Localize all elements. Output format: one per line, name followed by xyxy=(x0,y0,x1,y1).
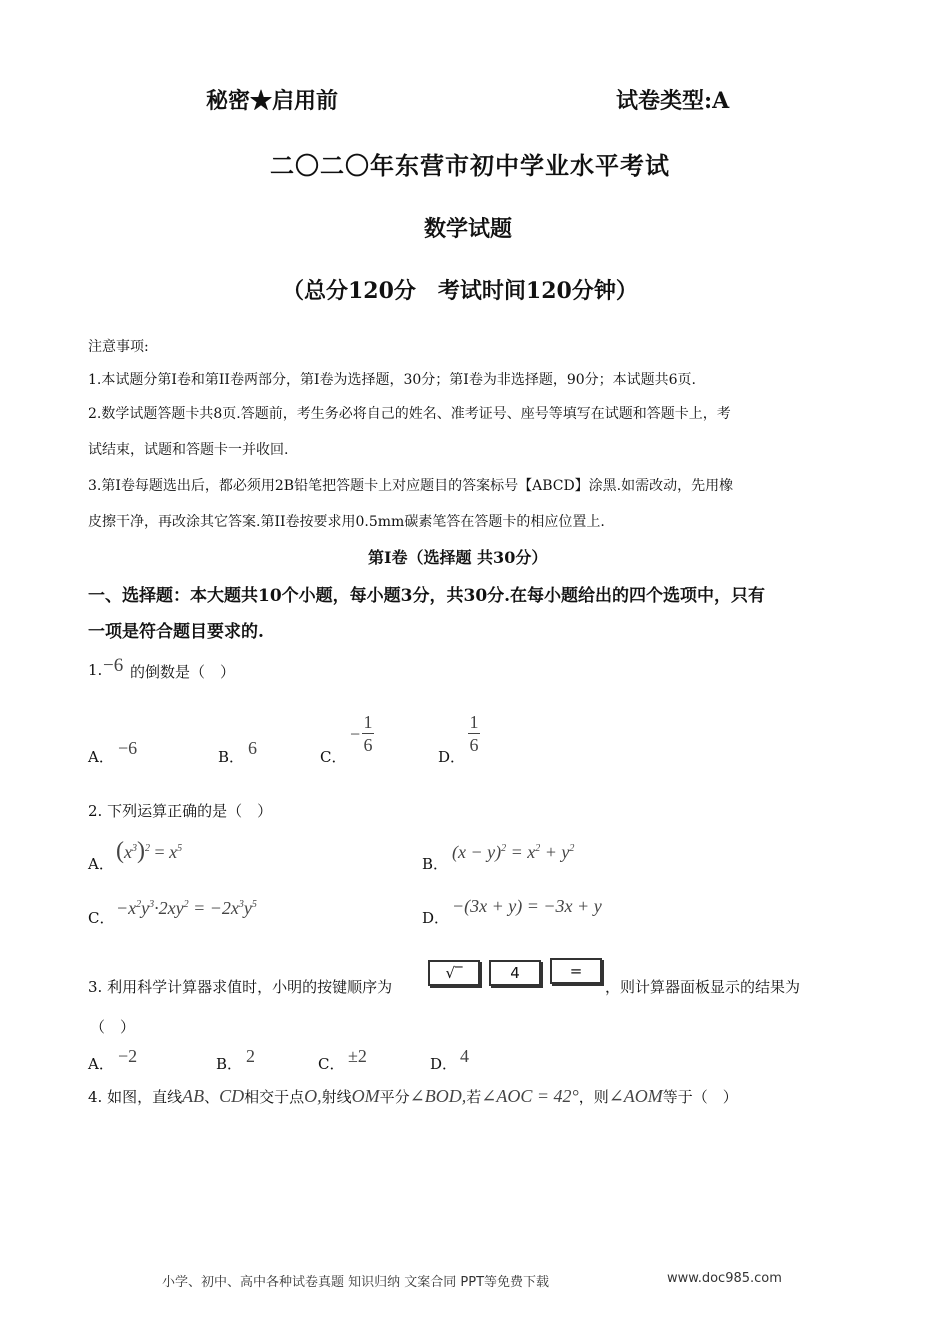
fraction-bar xyxy=(468,733,480,734)
q3-option-c-value: ±2 xyxy=(348,1046,367,1066)
q1-option-b-label: B． xyxy=(218,748,245,766)
q1-number: 1. xyxy=(88,661,103,679)
exponent: 2 xyxy=(569,843,575,854)
rhs: x xyxy=(169,842,178,862)
section-1-instruction-line2: 一项是符合题目要求的. xyxy=(88,622,264,642)
exponent: 3 xyxy=(132,843,137,854)
footer-text: 小学、初中、高中各种试卷真题 知识归纳 文案合同 PPT等免费下载 xyxy=(162,1275,550,1290)
q4-text: 射线 xyxy=(321,1088,352,1106)
q1-option-c-fraction xyxy=(362,712,374,755)
q1-option-a-label: A． xyxy=(88,748,114,766)
q2-option-c-expression xyxy=(116,898,257,919)
q4-text: 、 xyxy=(204,1088,220,1106)
exponent: 2 xyxy=(535,843,541,854)
q4-angle-bod: ∠BOD, xyxy=(409,1086,467,1106)
secret-label: 秘密★启用前 xyxy=(206,88,339,114)
plus: + y xyxy=(540,842,570,862)
q4-text: 4. 如图，直线 xyxy=(88,1088,183,1106)
exponent: 2 xyxy=(183,899,189,910)
q4-text: 平分 xyxy=(379,1088,410,1106)
q1-option-d-numerator: 1 xyxy=(469,712,479,732)
term: y xyxy=(141,898,150,918)
q2-stem: 2. 下列运算正确的是（ ） xyxy=(88,802,273,820)
subject-title: 数学试题 xyxy=(424,216,513,242)
q1-stem: 的倒数是（ ） xyxy=(130,663,236,681)
paren-right: ) xyxy=(137,838,145,864)
q4-angle-aoc: ∠AOC = 42° xyxy=(481,1086,579,1106)
q3-stem-after: ，则计算器面板显示的结果为 xyxy=(605,978,801,996)
q1-option-b-value: 6 xyxy=(248,738,257,758)
q3-option-d-value: 4 xyxy=(460,1046,469,1066)
q1-option-d-label: D． xyxy=(438,748,466,766)
rhs-exponent: 5 xyxy=(177,843,183,854)
q1-option-d-denominator: 6 xyxy=(469,735,479,755)
outer-exponent: 2 xyxy=(145,843,150,854)
q2-option-d-expression: −(3x + y) = −3x + y xyxy=(452,896,602,916)
fraction-bar xyxy=(362,733,374,734)
exponent: 3 xyxy=(149,899,155,910)
q3-option-b-label: B． xyxy=(216,1055,243,1073)
q4-text: 若 xyxy=(466,1088,482,1106)
question-4 xyxy=(88,1086,738,1107)
q2-option-a-expression xyxy=(116,838,182,865)
lhs: (x − y) xyxy=(452,842,502,862)
q1-option-d-fraction xyxy=(468,712,480,755)
q1-option-c-sign: − xyxy=(350,724,361,744)
footer-url[interactable]: www.doc985.com xyxy=(667,1271,782,1286)
q3-option-d-label: D． xyxy=(430,1055,458,1073)
q1-option-c-label: C． xyxy=(320,748,347,766)
note-2-line2: 试结束，试题和答题卡一并收回. xyxy=(88,442,289,458)
term: ·2xy xyxy=(154,898,184,918)
q4-line-cd: CD xyxy=(219,1086,245,1106)
exponent: 2 xyxy=(501,843,507,854)
calculator-key-4: 4 xyxy=(489,960,541,986)
exam-title: 二〇二〇年东营市初中学业水平考试 xyxy=(270,151,670,180)
q3-option-b-value: 2 xyxy=(246,1046,255,1066)
q3-option-a-label: A． xyxy=(88,1055,114,1073)
term: = −2x xyxy=(188,898,239,918)
term: −x xyxy=(116,898,137,918)
section-1-title: 第Ⅰ卷（选择题 共30分） xyxy=(368,548,548,567)
q4-text: ，则 xyxy=(578,1088,609,1106)
exponent: 5 xyxy=(251,899,257,910)
q1-expression: −6 xyxy=(103,655,124,676)
q4-text: 相交于点 xyxy=(244,1088,305,1106)
calculator-key-equals: = xyxy=(550,958,602,984)
exponent: 3 xyxy=(238,899,244,910)
q3-answer-paren: （ ） xyxy=(90,1018,136,1036)
q2-option-b-label: B． xyxy=(422,855,449,873)
q2-option-c-label: C． xyxy=(88,909,115,927)
q1-option-c-denominator: 6 xyxy=(363,735,373,755)
q4-line-ab: AB xyxy=(182,1086,205,1106)
q4-angle-aom: ∠AOM xyxy=(608,1086,663,1106)
term: y xyxy=(243,898,252,918)
q3-stem-before: 3. 利用科学计算器求值时，小明的按键顺序为 xyxy=(88,978,393,996)
exponent: 2 xyxy=(136,899,142,910)
q1-option-c-numerator: 1 xyxy=(363,712,373,732)
paren-left: ( xyxy=(116,838,124,864)
q1-option-a-value: −6 xyxy=(118,738,138,758)
q4-text: 等于（ ） xyxy=(662,1088,738,1106)
q2-option-a-label: A． xyxy=(88,855,114,873)
q3-option-c-label: C． xyxy=(318,1055,345,1073)
q2-option-d-label: D． xyxy=(422,909,450,927)
q2-option-b-expression xyxy=(452,842,574,863)
q3-option-a-value: −2 xyxy=(118,1046,138,1066)
note-1: 1.本试题分第Ⅰ卷和第II卷两部分，第Ⅰ卷为选择题，30分；第Ⅰ卷为非选择题，90分；本试题共6页. xyxy=(88,372,696,388)
notes-heading: 注意事项: xyxy=(88,339,149,355)
calculator-key-sqrt: √‾ xyxy=(428,960,480,986)
score-time: （总分120分 考试时间120分钟） xyxy=(282,278,638,304)
note-2-line1: 2.数学试题答题卡共8页.答题前，考生务必将自己的姓名、准考证号、座号等填写在试题和答题卡上，考 xyxy=(88,406,731,422)
equals: = x xyxy=(506,842,536,862)
section-1-instruction-line1: 一、选择题：本大题共10个小题，每小题3分，共30分.在每小题给出的四个选项中，只有 xyxy=(88,586,766,606)
q4-point-o: O, xyxy=(304,1086,322,1106)
paper-type-label: 试卷类型:A xyxy=(616,88,730,114)
base: x xyxy=(124,842,132,862)
note-3-line1: 3.第Ⅰ卷每题选出后，都必须用2B铅笔把答题卡上对应题目的答案标号【ABCD】涂黑.如需改动，先用橡 xyxy=(88,478,734,494)
note-3-line2: 皮擦干净，再改涂其它答案.第II卷按要求用0.5mm碳素笔答在答题卡的相应位置上. xyxy=(88,514,605,530)
equals: = xyxy=(150,842,170,862)
q4-ray-om: OM xyxy=(351,1086,380,1106)
